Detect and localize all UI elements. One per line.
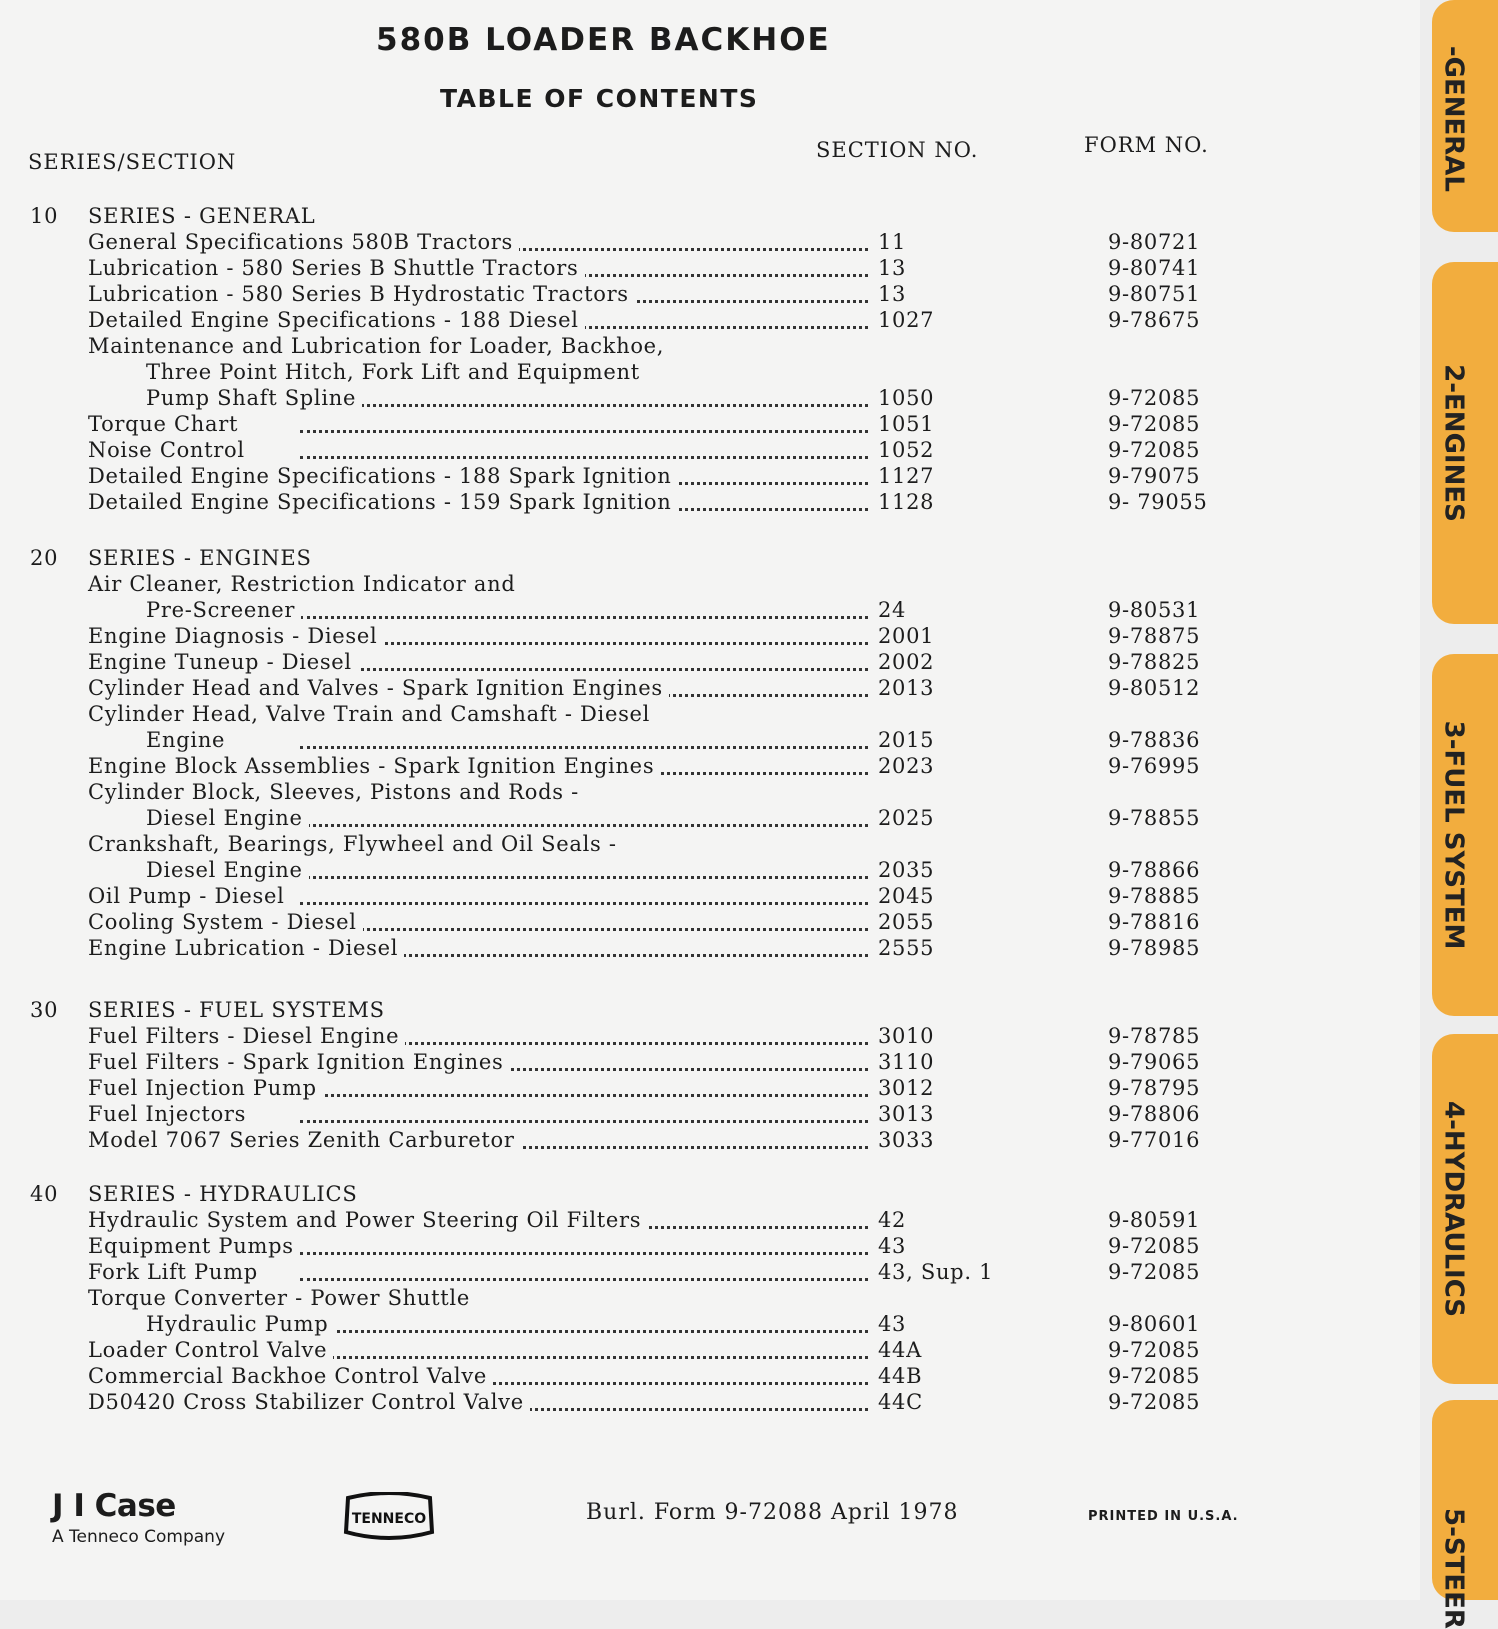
brand-name: J I Case	[52, 1488, 176, 1524]
printed-in-usa: PRINTED IN U.S.A.	[1088, 1509, 1239, 1524]
toc-entry[interactable]	[0, 754, 1300, 780]
dot-leader	[300, 390, 868, 407]
toc-entry[interactable]	[0, 676, 1300, 702]
entry-form-no: 9-72085	[1108, 1338, 1201, 1362]
entry-title: Fuel Injectors	[88, 1102, 252, 1126]
dot-leader	[300, 1238, 868, 1255]
toc-entry[interactable]	[0, 438, 1300, 464]
toc-entry[interactable]	[0, 1364, 1300, 1390]
entry-form-no: 9-72085	[1108, 1364, 1201, 1388]
dot-leader	[300, 914, 868, 931]
entry-form-no: 9-78816	[1108, 910, 1201, 934]
entry-section-no: 43	[878, 1234, 907, 1258]
toc-entry[interactable]	[0, 308, 1300, 334]
toc-entry[interactable]	[0, 728, 1300, 754]
entry-form-no: 9-72085	[1108, 438, 1201, 462]
entry-title: Torque Chart	[88, 412, 244, 436]
entry-form-no: 9-78785	[1108, 1024, 1201, 1048]
tab-fuel-system-label: 3-FUEL SYSTEM	[1438, 720, 1469, 950]
document-subtitle: TABLE OF CONTENTS	[440, 84, 759, 113]
tab-engines-label: 2-ENGINES	[1438, 364, 1469, 522]
series-number: 40	[30, 1182, 59, 1206]
entry-title: Crankshaft, Bearings, Flywheel and Oil Seals -	[88, 832, 623, 856]
toc-entry[interactable]	[0, 1234, 1300, 1260]
entry-form-no: 9-79065	[1108, 1050, 1201, 1074]
entry-form-no: 9-77016	[1108, 1128, 1201, 1152]
entry-section-no: 1127	[878, 464, 935, 488]
tab-engines[interactable]	[1432, 262, 1498, 624]
toc-entry[interactable]	[0, 624, 1300, 650]
toc-entry-line	[0, 780, 1300, 806]
entry-title: Torque Converter - Power Shuttle	[88, 1286, 476, 1310]
entry-form-no: 9- 79055	[1108, 490, 1208, 514]
toc-entry[interactable]	[0, 1024, 1300, 1050]
entry-title: Detailed Engine Specifications - 159 Spark Ignition	[88, 490, 677, 514]
entry-section-no: 2025	[878, 806, 935, 830]
entry-title: Engine Lubrication - Diesel	[88, 936, 404, 960]
entry-section-no: 1027	[878, 308, 935, 332]
toc-entry[interactable]	[0, 858, 1300, 884]
toc-entry[interactable]	[0, 806, 1300, 832]
series-header	[30, 1182, 358, 1206]
entry-title: Three Point Hitch, Fork Lift and Equipment	[146, 360, 646, 384]
dot-leader	[300, 862, 868, 879]
tenneco-logo-text: TENNECO	[351, 1511, 427, 1527]
entry-title: Model 7067 Series Zenith Carburetor	[88, 1128, 521, 1152]
toc-entry-line	[0, 334, 1300, 360]
dot-leader	[300, 810, 868, 827]
entry-title: Air Cleaner, Restriction Indicator and	[88, 572, 521, 596]
entry-title: Diesel Engine	[146, 858, 309, 882]
toc-entry[interactable]	[0, 1128, 1300, 1154]
entry-form-no: 9-80591	[1108, 1208, 1201, 1232]
entry-section-no: 1051	[878, 412, 935, 436]
entry-section-no: 44A	[878, 1338, 922, 1362]
entry-title: Fuel Filters - Diesel Engine	[88, 1024, 405, 1048]
entry-title: Loader Control Valve	[88, 1338, 333, 1362]
entry-section-no: 42	[878, 1208, 907, 1232]
entry-title: Fork Lift Pump	[88, 1260, 264, 1284]
entry-section-no: 43, Sup. 1	[878, 1260, 994, 1284]
entry-title: Cooling System - Diesel	[88, 910, 363, 934]
entry-title: Fuel Filters - Spark Ignition Engines	[88, 1050, 509, 1074]
toc-entry[interactable]	[0, 1338, 1300, 1364]
entry-form-no: 9-72085	[1108, 1234, 1201, 1258]
entry-section-no: 24	[878, 598, 907, 622]
column-header-form-no: FORM NO.	[1084, 133, 1209, 157]
entry-title: Pump Shaft Spline	[146, 386, 362, 410]
entry-section-no: 3010	[878, 1024, 935, 1048]
toc-entry[interactable]	[0, 598, 1300, 624]
dot-leader	[300, 888, 868, 905]
entry-section-no: 13	[878, 256, 907, 280]
dot-leader	[300, 416, 868, 433]
column-header-section-no: SECTION NO.	[816, 138, 979, 162]
entry-form-no: 9-80512	[1108, 676, 1201, 700]
series-name: SERIES - FUEL SYSTEMS	[88, 998, 385, 1022]
entry-form-no: 9-78885	[1108, 884, 1201, 908]
toc-entry[interactable]	[0, 910, 1300, 936]
entry-section-no: 13	[878, 282, 907, 306]
toc-entry-line	[0, 572, 1300, 598]
entry-form-no: 9-80601	[1108, 1312, 1201, 1336]
dot-leader	[300, 1264, 868, 1281]
entry-title: Hydraulic System and Power Steering Oil Filters	[88, 1208, 647, 1232]
toc-entry-line	[0, 360, 1300, 386]
entry-form-no: 9-78825	[1108, 650, 1201, 674]
toc-entry[interactable]	[0, 412, 1300, 438]
entry-title: Engine Diagnosis - Diesel	[88, 624, 383, 648]
toc-entry[interactable]	[0, 386, 1300, 412]
entry-title: Engine Tuneup - Diesel	[88, 650, 358, 674]
entry-section-no: 2055	[878, 910, 935, 934]
dot-leader	[300, 602, 868, 619]
entry-title: Fuel Injection Pump	[88, 1076, 323, 1100]
dot-leader	[300, 628, 868, 645]
entry-title: Cylinder Block, Sleeves, Pistons and Rods -	[88, 780, 585, 804]
entry-title: Cylinder Head and Valves - Spark Ignition Engines	[88, 676, 669, 700]
tab-general[interactable]	[1432, 0, 1498, 232]
entry-form-no: 9-72085	[1108, 1390, 1201, 1414]
toc-entry-line	[0, 702, 1300, 728]
entry-title: Diesel Engine	[146, 806, 309, 830]
entry-form-no: 9-78836	[1108, 728, 1201, 752]
series-number: 30	[30, 998, 59, 1022]
tab-hydraulics[interactable]	[1432, 1034, 1498, 1384]
entry-section-no: 2555	[878, 936, 935, 960]
entry-title: D50420 Cross Stabilizer Control Valve	[88, 1390, 530, 1414]
entry-form-no: 9-80741	[1108, 256, 1201, 280]
series-header	[30, 204, 316, 228]
entry-form-no: 9-72085	[1108, 412, 1201, 436]
toc-entry-line	[0, 1286, 1300, 1312]
series-name: SERIES - ENGINES	[88, 546, 312, 570]
entry-title: Cylinder Head, Valve Train and Camshaft - Diesel	[88, 702, 656, 726]
entry-title: Engine Block Assemblies - Spark Ignition Engines	[88, 754, 660, 778]
tab-general-label: -GENERAL	[1438, 45, 1469, 192]
entry-title: General Specifications 580B Tractors	[88, 230, 519, 254]
series-header	[30, 546, 312, 570]
series-number: 10	[30, 204, 59, 228]
series-name: SERIES - HYDRAULICS	[88, 1182, 358, 1206]
entry-form-no: 9-79075	[1108, 464, 1201, 488]
toc-entry[interactable]	[0, 1260, 1300, 1286]
entry-form-no: 9-72085	[1108, 1260, 1201, 1284]
entry-section-no: 3012	[878, 1076, 935, 1100]
entry-title: Detailed Engine Specifications - 188 Spark Ignition	[88, 464, 677, 488]
entry-section-no: 3033	[878, 1128, 935, 1152]
dot-leader	[300, 442, 868, 459]
toc-entry[interactable]	[0, 464, 1300, 490]
tab-hydraulics-label: 4-HYDRAULICS	[1438, 1100, 1469, 1318]
tab-fuel-system[interactable]	[1432, 654, 1498, 1016]
dot-leader	[300, 732, 868, 749]
entry-title: Equipment Pumps	[88, 1234, 300, 1258]
entry-form-no: 9-78675	[1108, 308, 1201, 332]
toc-entry[interactable]	[0, 1102, 1300, 1128]
form-info: Burl. Form 9-72088 April 1978	[586, 1500, 959, 1525]
toc-entry[interactable]	[0, 1390, 1300, 1416]
toc-entry[interactable]	[0, 230, 1300, 256]
entry-section-no: 3013	[878, 1102, 935, 1126]
entry-section-no: 2002	[878, 650, 935, 674]
series-number: 20	[30, 546, 59, 570]
toc-entry[interactable]	[0, 490, 1300, 516]
dot-leader	[300, 1316, 868, 1333]
toc-entry[interactable]	[0, 936, 1300, 962]
entry-form-no: 9-80531	[1108, 598, 1201, 622]
entry-section-no: 2015	[878, 728, 935, 752]
toc-entry[interactable]	[0, 256, 1300, 282]
tab-steering-label: 5-STEER	[1438, 1508, 1469, 1629]
toc-entry[interactable]	[0, 1076, 1300, 1102]
toc-entry[interactable]	[0, 1050, 1300, 1076]
entry-title: Hydraulic Pump	[146, 1312, 334, 1336]
entry-form-no: 9-78875	[1108, 624, 1201, 648]
brand-subtitle: A Tenneco Company	[52, 1527, 226, 1547]
entry-form-no: 9-78985	[1108, 936, 1201, 960]
toc-entry-line	[0, 832, 1300, 858]
entry-title: Noise Control	[88, 438, 251, 462]
entry-section-no: 11	[878, 230, 907, 254]
document-title: 580B LOADER BACKHOE	[376, 22, 831, 58]
tab-steering[interactable]	[1432, 1400, 1498, 1629]
entry-title: Maintenance and Lubrication for Loader, Backhoe,	[88, 334, 670, 358]
toc-entry[interactable]	[0, 1208, 1300, 1234]
dot-leader	[300, 1106, 868, 1123]
dot-leader	[300, 1342, 868, 1359]
entry-form-no: 9-80751	[1108, 282, 1201, 306]
series-header	[30, 998, 385, 1022]
dot-leader	[300, 1080, 868, 1097]
entry-section-no: 43	[878, 1312, 907, 1336]
entry-title: Engine	[146, 728, 231, 752]
toc-entry[interactable]	[0, 1312, 1300, 1338]
entry-section-no: 44B	[878, 1364, 923, 1388]
entry-form-no: 9-80721	[1108, 230, 1201, 254]
entry-form-no: 9-78855	[1108, 806, 1201, 830]
entry-section-no: 3110	[878, 1050, 935, 1074]
tenneco-logo	[342, 1492, 436, 1542]
entry-section-no: 1128	[878, 490, 935, 514]
entry-section-no: 2035	[878, 858, 935, 882]
dot-leader	[300, 654, 868, 671]
entry-form-no: 9-76995	[1108, 754, 1201, 778]
entry-section-no: 2013	[878, 676, 935, 700]
entry-section-no: 2023	[878, 754, 935, 778]
entry-title: Lubrication - 580 Series B Shuttle Tractors	[88, 256, 585, 280]
entry-form-no: 9-78806	[1108, 1102, 1201, 1126]
entry-section-no: 2045	[878, 884, 935, 908]
toc-entry[interactable]	[0, 884, 1300, 910]
toc-entry[interactable]	[0, 282, 1300, 308]
entry-title: Oil Pump - Diesel	[88, 884, 291, 908]
entry-title: Commercial Backhoe Control Valve	[88, 1364, 493, 1388]
entry-title: Lubrication - 580 Series B Hydrostatic Tractors	[88, 282, 635, 306]
toc-entry[interactable]	[0, 650, 1300, 676]
entry-title: Detailed Engine Specifications - 188 Diesel	[88, 308, 585, 332]
column-header-series-section: SERIES/SECTION	[28, 150, 237, 174]
entry-section-no: 44C	[878, 1390, 923, 1414]
entry-title: Pre-Screener	[146, 598, 301, 622]
entry-section-no: 2001	[878, 624, 935, 648]
entry-form-no: 9-72085	[1108, 386, 1201, 410]
entry-form-no: 9-78795	[1108, 1076, 1201, 1100]
entry-section-no: 1050	[878, 386, 935, 410]
entry-form-no: 9-78866	[1108, 858, 1201, 882]
series-name: SERIES - GENERAL	[88, 204, 316, 228]
entry-section-no: 1052	[878, 438, 935, 462]
